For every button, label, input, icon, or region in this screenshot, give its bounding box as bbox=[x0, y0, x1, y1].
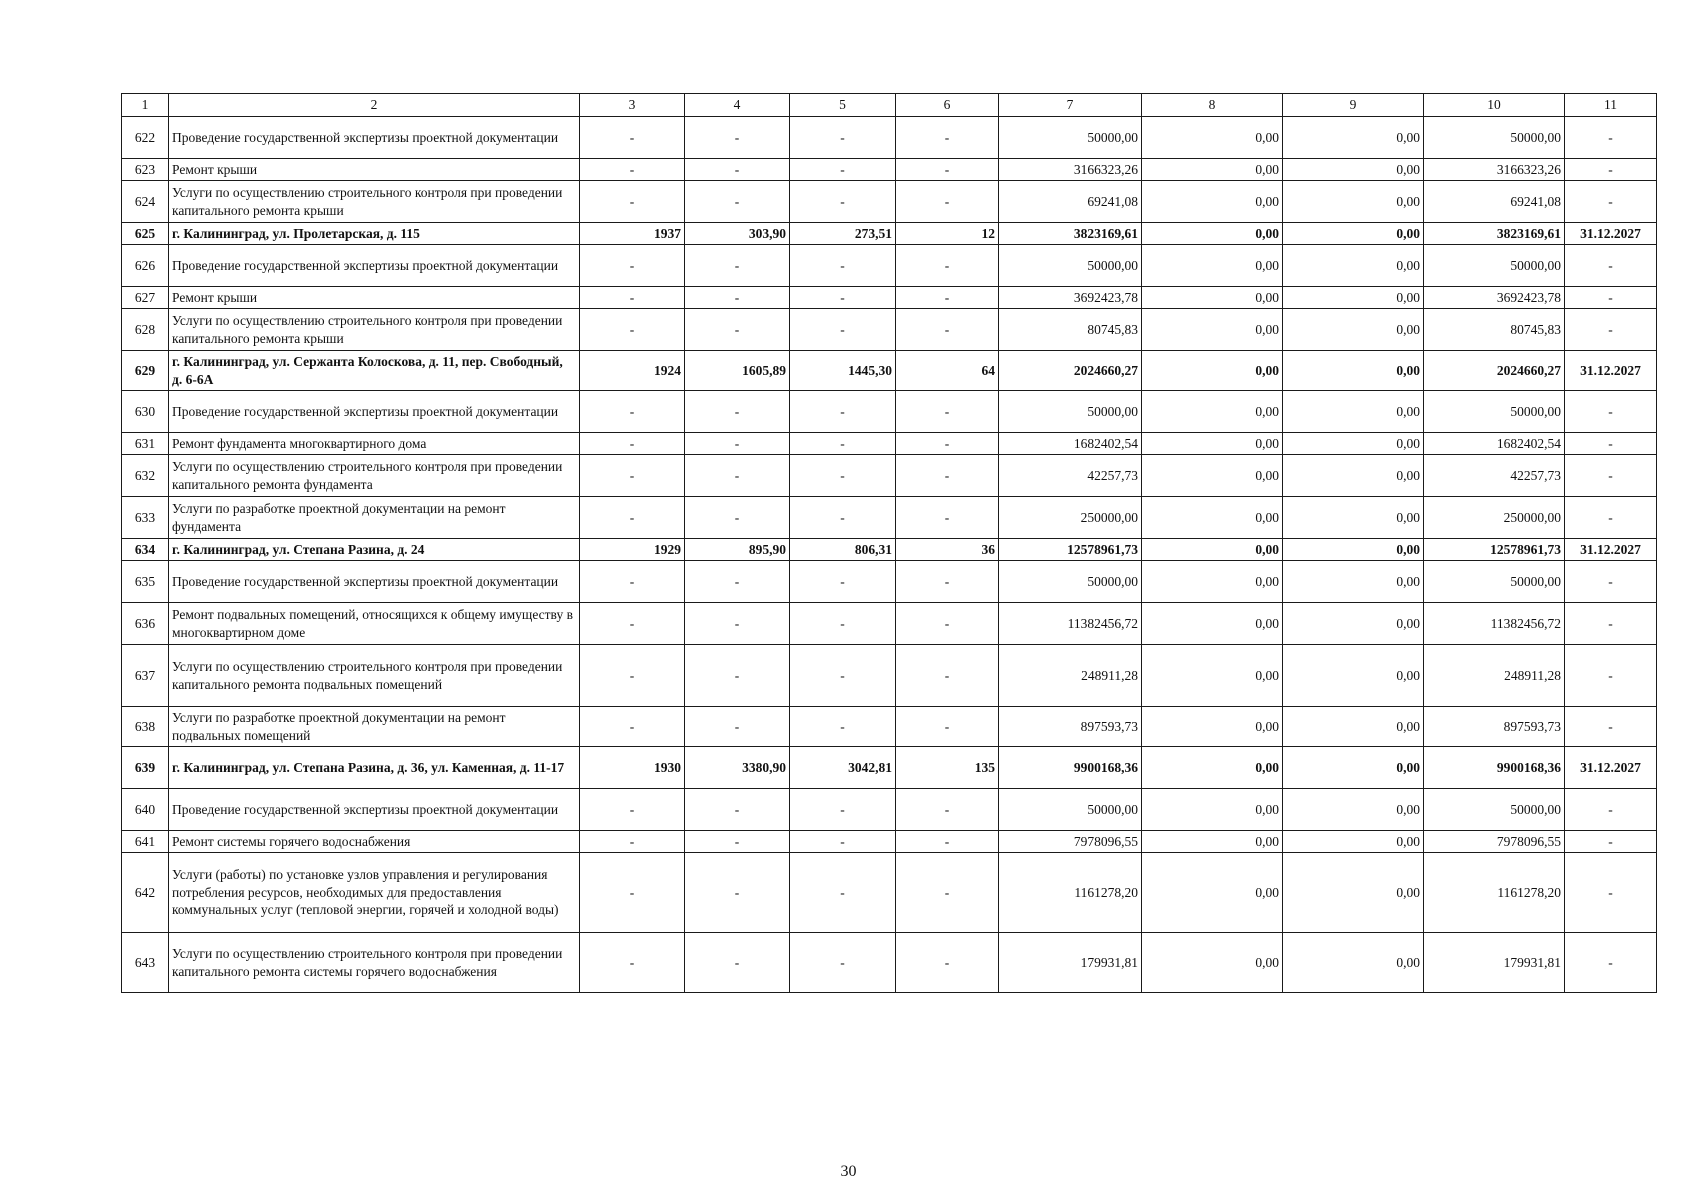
cell-fund-regional: 0,00 bbox=[1283, 181, 1424, 223]
cell-deadline: - bbox=[1565, 181, 1657, 223]
work-name: Услуги по осуществлению строительного контроля при проведении капитального ремонта фундамента bbox=[169, 455, 580, 497]
row-number: 623 bbox=[122, 159, 169, 181]
cell-year: - bbox=[580, 933, 685, 993]
cell-fund-federal: 0,00 bbox=[1142, 603, 1283, 645]
cell-residents: - bbox=[896, 497, 999, 539]
cell-fund-federal: 0,00 bbox=[1142, 351, 1283, 391]
row-number: 637 bbox=[122, 645, 169, 707]
cell-fund-owners: 3166323,26 bbox=[1424, 159, 1565, 181]
work-name: г. Калининград, ул. Сержанта Колоскова, д. 11, пер. Свободный, д. 6-6А bbox=[169, 351, 580, 391]
cell-year: - bbox=[580, 159, 685, 181]
cell-total-cost: 7978096,55 bbox=[999, 831, 1142, 853]
work-name: Проведение государственной экспертизы проектной документации bbox=[169, 789, 580, 831]
cell-area-total: - bbox=[685, 497, 790, 539]
cell-fund-owners: 248911,28 bbox=[1424, 645, 1565, 707]
cell-fund-owners: 42257,73 bbox=[1424, 455, 1565, 497]
cell-deadline: 31.12.2027 bbox=[1565, 747, 1657, 789]
cell-deadline: 31.12.2027 bbox=[1565, 223, 1657, 245]
cell-total-cost: 50000,00 bbox=[999, 561, 1142, 603]
cell-fund-owners: 80745,83 bbox=[1424, 309, 1565, 351]
row-number: 629 bbox=[122, 351, 169, 391]
cell-fund-owners: 50000,00 bbox=[1424, 245, 1565, 287]
cell-fund-owners: 2024660,27 bbox=[1424, 351, 1565, 391]
cell-fund-federal: 0,00 bbox=[1142, 789, 1283, 831]
table-row bbox=[122, 853, 1657, 933]
cell-year: - bbox=[580, 645, 685, 707]
cell-total-cost: 42257,73 bbox=[999, 455, 1142, 497]
cell-fund-owners: 179931,81 bbox=[1424, 933, 1565, 993]
cell-fund-regional: 0,00 bbox=[1283, 831, 1424, 853]
work-name: г. Калининград, ул. Степана Разина, д. 24 bbox=[169, 539, 580, 561]
cell-fund-owners: 50000,00 bbox=[1424, 789, 1565, 831]
cell-total-cost: 11382456,72 bbox=[999, 603, 1142, 645]
cell-residents: 36 bbox=[896, 539, 999, 561]
cell-area-living: - bbox=[790, 853, 896, 933]
cell-area-total: - bbox=[685, 933, 790, 993]
cell-fund-owners: 69241,08 bbox=[1424, 181, 1565, 223]
cell-year: - bbox=[580, 455, 685, 497]
table-row bbox=[122, 181, 1657, 223]
cell-area-living: 1445,30 bbox=[790, 351, 896, 391]
cell-fund-owners: 50000,00 bbox=[1424, 561, 1565, 603]
row-number: 625 bbox=[122, 223, 169, 245]
cell-area-total: - bbox=[685, 117, 790, 159]
row-number: 626 bbox=[122, 245, 169, 287]
cell-area-total: 303,90 bbox=[685, 223, 790, 245]
cell-fund-owners: 1682402,54 bbox=[1424, 433, 1565, 455]
cell-area-living: - bbox=[790, 433, 896, 455]
page-number: 30 bbox=[840, 1163, 857, 1180]
cell-year: - bbox=[580, 831, 685, 853]
cell-deadline: - bbox=[1565, 645, 1657, 707]
work-name: Услуги по разработке проектной документации на ремонт подвальных помещений bbox=[169, 707, 580, 747]
cell-area-total: - bbox=[685, 603, 790, 645]
cell-residents: - bbox=[896, 391, 999, 433]
cell-fund-federal: 0,00 bbox=[1142, 391, 1283, 433]
cell-total-cost: 9900168,36 bbox=[999, 747, 1142, 789]
cell-area-total: - bbox=[685, 159, 790, 181]
column-header: 8 bbox=[1142, 94, 1283, 117]
table-row bbox=[122, 245, 1657, 287]
cell-deadline: - bbox=[1565, 433, 1657, 455]
cell-total-cost: 12578961,73 bbox=[999, 539, 1142, 561]
cell-deadline: - bbox=[1565, 455, 1657, 497]
address-row bbox=[122, 351, 1657, 391]
cell-fund-federal: 0,00 bbox=[1142, 707, 1283, 747]
cell-deadline: - bbox=[1565, 245, 1657, 287]
cell-fund-regional: 0,00 bbox=[1283, 433, 1424, 455]
cell-fund-federal: 0,00 bbox=[1142, 747, 1283, 789]
work-name: Ремонт фундамента многоквартирного дома bbox=[169, 433, 580, 455]
cell-fund-regional: 0,00 bbox=[1283, 645, 1424, 707]
row-number: 628 bbox=[122, 309, 169, 351]
work-name: Ремонт крыши bbox=[169, 287, 580, 309]
cell-area-total: - bbox=[685, 561, 790, 603]
column-number-row bbox=[122, 94, 1657, 117]
cell-area-total: - bbox=[685, 245, 790, 287]
cell-area-total: 3380,90 bbox=[685, 747, 790, 789]
document-sheet bbox=[121, 93, 1656, 993]
cell-deadline: - bbox=[1565, 853, 1657, 933]
cell-fund-regional: 0,00 bbox=[1283, 789, 1424, 831]
cell-total-cost: 1682402,54 bbox=[999, 433, 1142, 455]
cell-total-cost: 50000,00 bbox=[999, 391, 1142, 433]
cell-fund-regional: 0,00 bbox=[1283, 539, 1424, 561]
cell-total-cost: 69241,08 bbox=[999, 181, 1142, 223]
cell-total-cost: 50000,00 bbox=[999, 789, 1142, 831]
cell-fund-federal: 0,00 bbox=[1142, 497, 1283, 539]
address-row bbox=[122, 223, 1657, 245]
cell-fund-owners: 50000,00 bbox=[1424, 117, 1565, 159]
cell-year: - bbox=[580, 117, 685, 159]
cell-fund-owners: 250000,00 bbox=[1424, 497, 1565, 539]
table-row bbox=[122, 789, 1657, 831]
address-row bbox=[122, 747, 1657, 789]
cell-fund-owners: 7978096,55 bbox=[1424, 831, 1565, 853]
cell-area-living: 273,51 bbox=[790, 223, 896, 245]
repair-plan-table bbox=[121, 93, 1657, 993]
cell-area-living: - bbox=[790, 245, 896, 287]
cell-deadline: - bbox=[1565, 309, 1657, 351]
row-number: 641 bbox=[122, 831, 169, 853]
cell-fund-federal: 0,00 bbox=[1142, 561, 1283, 603]
cell-residents: - bbox=[896, 117, 999, 159]
row-number: 635 bbox=[122, 561, 169, 603]
work-name: Проведение государственной экспертизы проектной документации bbox=[169, 117, 580, 159]
row-number: 622 bbox=[122, 117, 169, 159]
cell-residents: - bbox=[896, 181, 999, 223]
cell-total-cost: 3823169,61 bbox=[999, 223, 1142, 245]
cell-year: - bbox=[580, 309, 685, 351]
table-row bbox=[122, 287, 1657, 309]
cell-area-living: - bbox=[790, 455, 896, 497]
work-name: Услуги по осуществлению строительного контроля при проведении капитального ремонта крыши bbox=[169, 309, 580, 351]
table-row bbox=[122, 455, 1657, 497]
row-number: 634 bbox=[122, 539, 169, 561]
cell-total-cost: 3692423,78 bbox=[999, 287, 1142, 309]
cell-year: - bbox=[580, 561, 685, 603]
row-number: 631 bbox=[122, 433, 169, 455]
cell-year: - bbox=[580, 853, 685, 933]
cell-area-living: - bbox=[790, 159, 896, 181]
cell-deadline: - bbox=[1565, 391, 1657, 433]
row-number: 638 bbox=[122, 707, 169, 747]
table-row bbox=[122, 117, 1657, 159]
cell-fund-federal: 0,00 bbox=[1142, 245, 1283, 287]
work-name: Проведение государственной экспертизы проектной документации bbox=[169, 391, 580, 433]
cell-area-living: - bbox=[790, 497, 896, 539]
cell-fund-federal: 0,00 bbox=[1142, 223, 1283, 245]
cell-area-living: - bbox=[790, 117, 896, 159]
column-header: 1 bbox=[122, 94, 169, 117]
table-row bbox=[122, 603, 1657, 645]
cell-fund-federal: 0,00 bbox=[1142, 853, 1283, 933]
work-name: Услуги по осуществлению строительного контроля при проведении капитального ремонта подвальных помещений bbox=[169, 645, 580, 707]
cell-fund-federal: 0,00 bbox=[1142, 455, 1283, 497]
cell-area-total: - bbox=[685, 455, 790, 497]
cell-residents: 135 bbox=[896, 747, 999, 789]
work-name: Услуги (работы) по установке узлов управления и регулирования потребления ресурсов, необходимых для предоставления коммунальных услуг (тепловой энергии, горячей и холодной воды) bbox=[169, 853, 580, 933]
cell-deadline: - bbox=[1565, 159, 1657, 181]
cell-fund-regional: 0,00 bbox=[1283, 455, 1424, 497]
cell-fund-federal: 0,00 bbox=[1142, 933, 1283, 993]
cell-area-total: - bbox=[685, 645, 790, 707]
column-header: 11 bbox=[1565, 94, 1657, 117]
work-name: Услуги по осуществлению строительного контроля при проведении капитального ремонта крыши bbox=[169, 181, 580, 223]
cell-year: - bbox=[580, 497, 685, 539]
cell-total-cost: 248911,28 bbox=[999, 645, 1142, 707]
cell-fund-regional: 0,00 bbox=[1283, 603, 1424, 645]
work-name: Услуги по разработке проектной документации на ремонт фундамента bbox=[169, 497, 580, 539]
cell-residents: - bbox=[896, 789, 999, 831]
row-number: 624 bbox=[122, 181, 169, 223]
cell-fund-regional: 0,00 bbox=[1283, 245, 1424, 287]
cell-area-living: - bbox=[790, 933, 896, 993]
cell-area-total: - bbox=[685, 831, 790, 853]
cell-area-living: - bbox=[790, 831, 896, 853]
cell-area-living: 3042,81 bbox=[790, 747, 896, 789]
cell-total-cost: 50000,00 bbox=[999, 245, 1142, 287]
cell-year: - bbox=[580, 391, 685, 433]
cell-fund-owners: 50000,00 bbox=[1424, 391, 1565, 433]
cell-fund-owners: 3692423,78 bbox=[1424, 287, 1565, 309]
work-name: Услуги по осуществлению строительного контроля при проведении капитального ремонта системы горячего водоснабжения bbox=[169, 933, 580, 993]
cell-total-cost: 3166323,26 bbox=[999, 159, 1142, 181]
cell-residents: - bbox=[896, 831, 999, 853]
cell-fund-federal: 0,00 bbox=[1142, 287, 1283, 309]
cell-deadline: 31.12.2027 bbox=[1565, 539, 1657, 561]
cell-total-cost: 80745,83 bbox=[999, 309, 1142, 351]
cell-area-living: - bbox=[790, 603, 896, 645]
row-number: 640 bbox=[122, 789, 169, 831]
table-row bbox=[122, 433, 1657, 455]
cell-year: 1924 bbox=[580, 351, 685, 391]
table-row bbox=[122, 933, 1657, 993]
cell-area-total: 895,90 bbox=[685, 539, 790, 561]
cell-residents: - bbox=[896, 853, 999, 933]
table-row bbox=[122, 159, 1657, 181]
cell-fund-federal: 0,00 bbox=[1142, 159, 1283, 181]
cell-fund-federal: 0,00 bbox=[1142, 645, 1283, 707]
cell-fund-regional: 0,00 bbox=[1283, 117, 1424, 159]
cell-area-living: - bbox=[790, 561, 896, 603]
cell-area-living: - bbox=[790, 181, 896, 223]
table-row bbox=[122, 497, 1657, 539]
table-row bbox=[122, 561, 1657, 603]
table-row bbox=[122, 707, 1657, 747]
cell-fund-owners: 1161278,20 bbox=[1424, 853, 1565, 933]
cell-year: 1930 bbox=[580, 747, 685, 789]
cell-total-cost: 179931,81 bbox=[999, 933, 1142, 993]
cell-area-living: 806,31 bbox=[790, 539, 896, 561]
cell-area-living: - bbox=[790, 789, 896, 831]
cell-deadline: - bbox=[1565, 707, 1657, 747]
cell-year: 1937 bbox=[580, 223, 685, 245]
cell-total-cost: 2024660,27 bbox=[999, 351, 1142, 391]
cell-area-total: - bbox=[685, 433, 790, 455]
cell-fund-regional: 0,00 bbox=[1283, 561, 1424, 603]
cell-fund-federal: 0,00 bbox=[1142, 433, 1283, 455]
column-header: 2 bbox=[169, 94, 580, 117]
cell-residents: - bbox=[896, 603, 999, 645]
cell-year: - bbox=[580, 245, 685, 287]
cell-residents: - bbox=[896, 645, 999, 707]
work-name: г. Калининград, ул. Степана Разина, д. 36, ул. Каменная, д. 11-17 bbox=[169, 747, 580, 789]
cell-fund-federal: 0,00 bbox=[1142, 117, 1283, 159]
cell-fund-regional: 0,00 bbox=[1283, 159, 1424, 181]
column-header: 3 bbox=[580, 94, 685, 117]
work-name: Проведение государственной экспертизы проектной документации bbox=[169, 245, 580, 287]
cell-fund-regional: 0,00 bbox=[1283, 309, 1424, 351]
cell-fund-federal: 0,00 bbox=[1142, 181, 1283, 223]
cell-deadline: - bbox=[1565, 561, 1657, 603]
cell-year: - bbox=[580, 433, 685, 455]
cell-fund-regional: 0,00 bbox=[1283, 747, 1424, 789]
cell-fund-regional: 0,00 bbox=[1283, 351, 1424, 391]
cell-fund-regional: 0,00 bbox=[1283, 391, 1424, 433]
cell-total-cost: 50000,00 bbox=[999, 117, 1142, 159]
cell-residents: - bbox=[896, 309, 999, 351]
row-number: 643 bbox=[122, 933, 169, 993]
column-header: 10 bbox=[1424, 94, 1565, 117]
cell-fund-regional: 0,00 bbox=[1283, 497, 1424, 539]
cell-fund-regional: 0,00 bbox=[1283, 707, 1424, 747]
cell-deadline: - bbox=[1565, 789, 1657, 831]
cell-area-total: 1605,89 bbox=[685, 351, 790, 391]
column-header: 5 bbox=[790, 94, 896, 117]
table-row bbox=[122, 391, 1657, 433]
row-number: 639 bbox=[122, 747, 169, 789]
cell-total-cost: 250000,00 bbox=[999, 497, 1142, 539]
cell-total-cost: 897593,73 bbox=[999, 707, 1142, 747]
cell-area-living: - bbox=[790, 391, 896, 433]
cell-deadline: - bbox=[1565, 603, 1657, 645]
cell-residents: - bbox=[896, 433, 999, 455]
cell-deadline: - bbox=[1565, 933, 1657, 993]
cell-deadline: - bbox=[1565, 287, 1657, 309]
row-number: 627 bbox=[122, 287, 169, 309]
cell-fund-regional: 0,00 bbox=[1283, 287, 1424, 309]
cell-year: - bbox=[580, 789, 685, 831]
row-number: 632 bbox=[122, 455, 169, 497]
cell-fund-owners: 9900168,36 bbox=[1424, 747, 1565, 789]
cell-area-living: - bbox=[790, 287, 896, 309]
cell-residents: - bbox=[896, 561, 999, 603]
cell-residents: - bbox=[896, 159, 999, 181]
row-number: 642 bbox=[122, 853, 169, 933]
cell-year: 1929 bbox=[580, 539, 685, 561]
table-row bbox=[122, 831, 1657, 853]
cell-area-living: - bbox=[790, 309, 896, 351]
work-name: Ремонт крыши bbox=[169, 159, 580, 181]
cell-area-total: - bbox=[685, 391, 790, 433]
cell-residents: - bbox=[896, 707, 999, 747]
column-header: 6 bbox=[896, 94, 999, 117]
cell-fund-regional: 0,00 bbox=[1283, 933, 1424, 993]
cell-fund-owners: 11382456,72 bbox=[1424, 603, 1565, 645]
row-number: 633 bbox=[122, 497, 169, 539]
cell-fund-owners: 897593,73 bbox=[1424, 707, 1565, 747]
cell-fund-federal: 0,00 bbox=[1142, 831, 1283, 853]
cell-residents: 12 bbox=[896, 223, 999, 245]
cell-year: - bbox=[580, 707, 685, 747]
cell-area-total: - bbox=[685, 309, 790, 351]
cell-year: - bbox=[580, 287, 685, 309]
cell-area-total: - bbox=[685, 287, 790, 309]
cell-fund-regional: 0,00 bbox=[1283, 223, 1424, 245]
column-header: 9 bbox=[1283, 94, 1424, 117]
column-header: 4 bbox=[685, 94, 790, 117]
cell-deadline: - bbox=[1565, 831, 1657, 853]
row-number: 636 bbox=[122, 603, 169, 645]
table-row bbox=[122, 309, 1657, 351]
cell-fund-federal: 0,00 bbox=[1142, 309, 1283, 351]
cell-residents: - bbox=[896, 933, 999, 993]
cell-area-living: - bbox=[790, 707, 896, 747]
work-name: Проведение государственной экспертизы проектной документации bbox=[169, 561, 580, 603]
cell-area-total: - bbox=[685, 181, 790, 223]
cell-residents: - bbox=[896, 455, 999, 497]
cell-area-living: - bbox=[790, 645, 896, 707]
work-name: Ремонт системы горячего водоснабжения bbox=[169, 831, 580, 853]
work-name: г. Калининград, ул. Пролетарская, д. 115 bbox=[169, 223, 580, 245]
cell-area-total: - bbox=[685, 789, 790, 831]
cell-year: - bbox=[580, 181, 685, 223]
cell-fund-federal: 0,00 bbox=[1142, 539, 1283, 561]
cell-area-total: - bbox=[685, 707, 790, 747]
address-row bbox=[122, 539, 1657, 561]
cell-area-total: - bbox=[685, 853, 790, 933]
cell-deadline: - bbox=[1565, 117, 1657, 159]
work-name: Ремонт подвальных помещений, относящихся к общему имуществу в многоквартирном доме bbox=[169, 603, 580, 645]
row-number: 630 bbox=[122, 391, 169, 433]
cell-fund-owners: 12578961,73 bbox=[1424, 539, 1565, 561]
cell-residents: 64 bbox=[896, 351, 999, 391]
cell-deadline: 31.12.2027 bbox=[1565, 351, 1657, 391]
cell-residents: - bbox=[896, 245, 999, 287]
column-header: 7 bbox=[999, 94, 1142, 117]
cell-total-cost: 1161278,20 bbox=[999, 853, 1142, 933]
cell-year: - bbox=[580, 603, 685, 645]
cell-residents: - bbox=[896, 287, 999, 309]
cell-fund-owners: 3823169,61 bbox=[1424, 223, 1565, 245]
cell-deadline: - bbox=[1565, 497, 1657, 539]
table-row bbox=[122, 645, 1657, 707]
cell-fund-regional: 0,00 bbox=[1283, 853, 1424, 933]
